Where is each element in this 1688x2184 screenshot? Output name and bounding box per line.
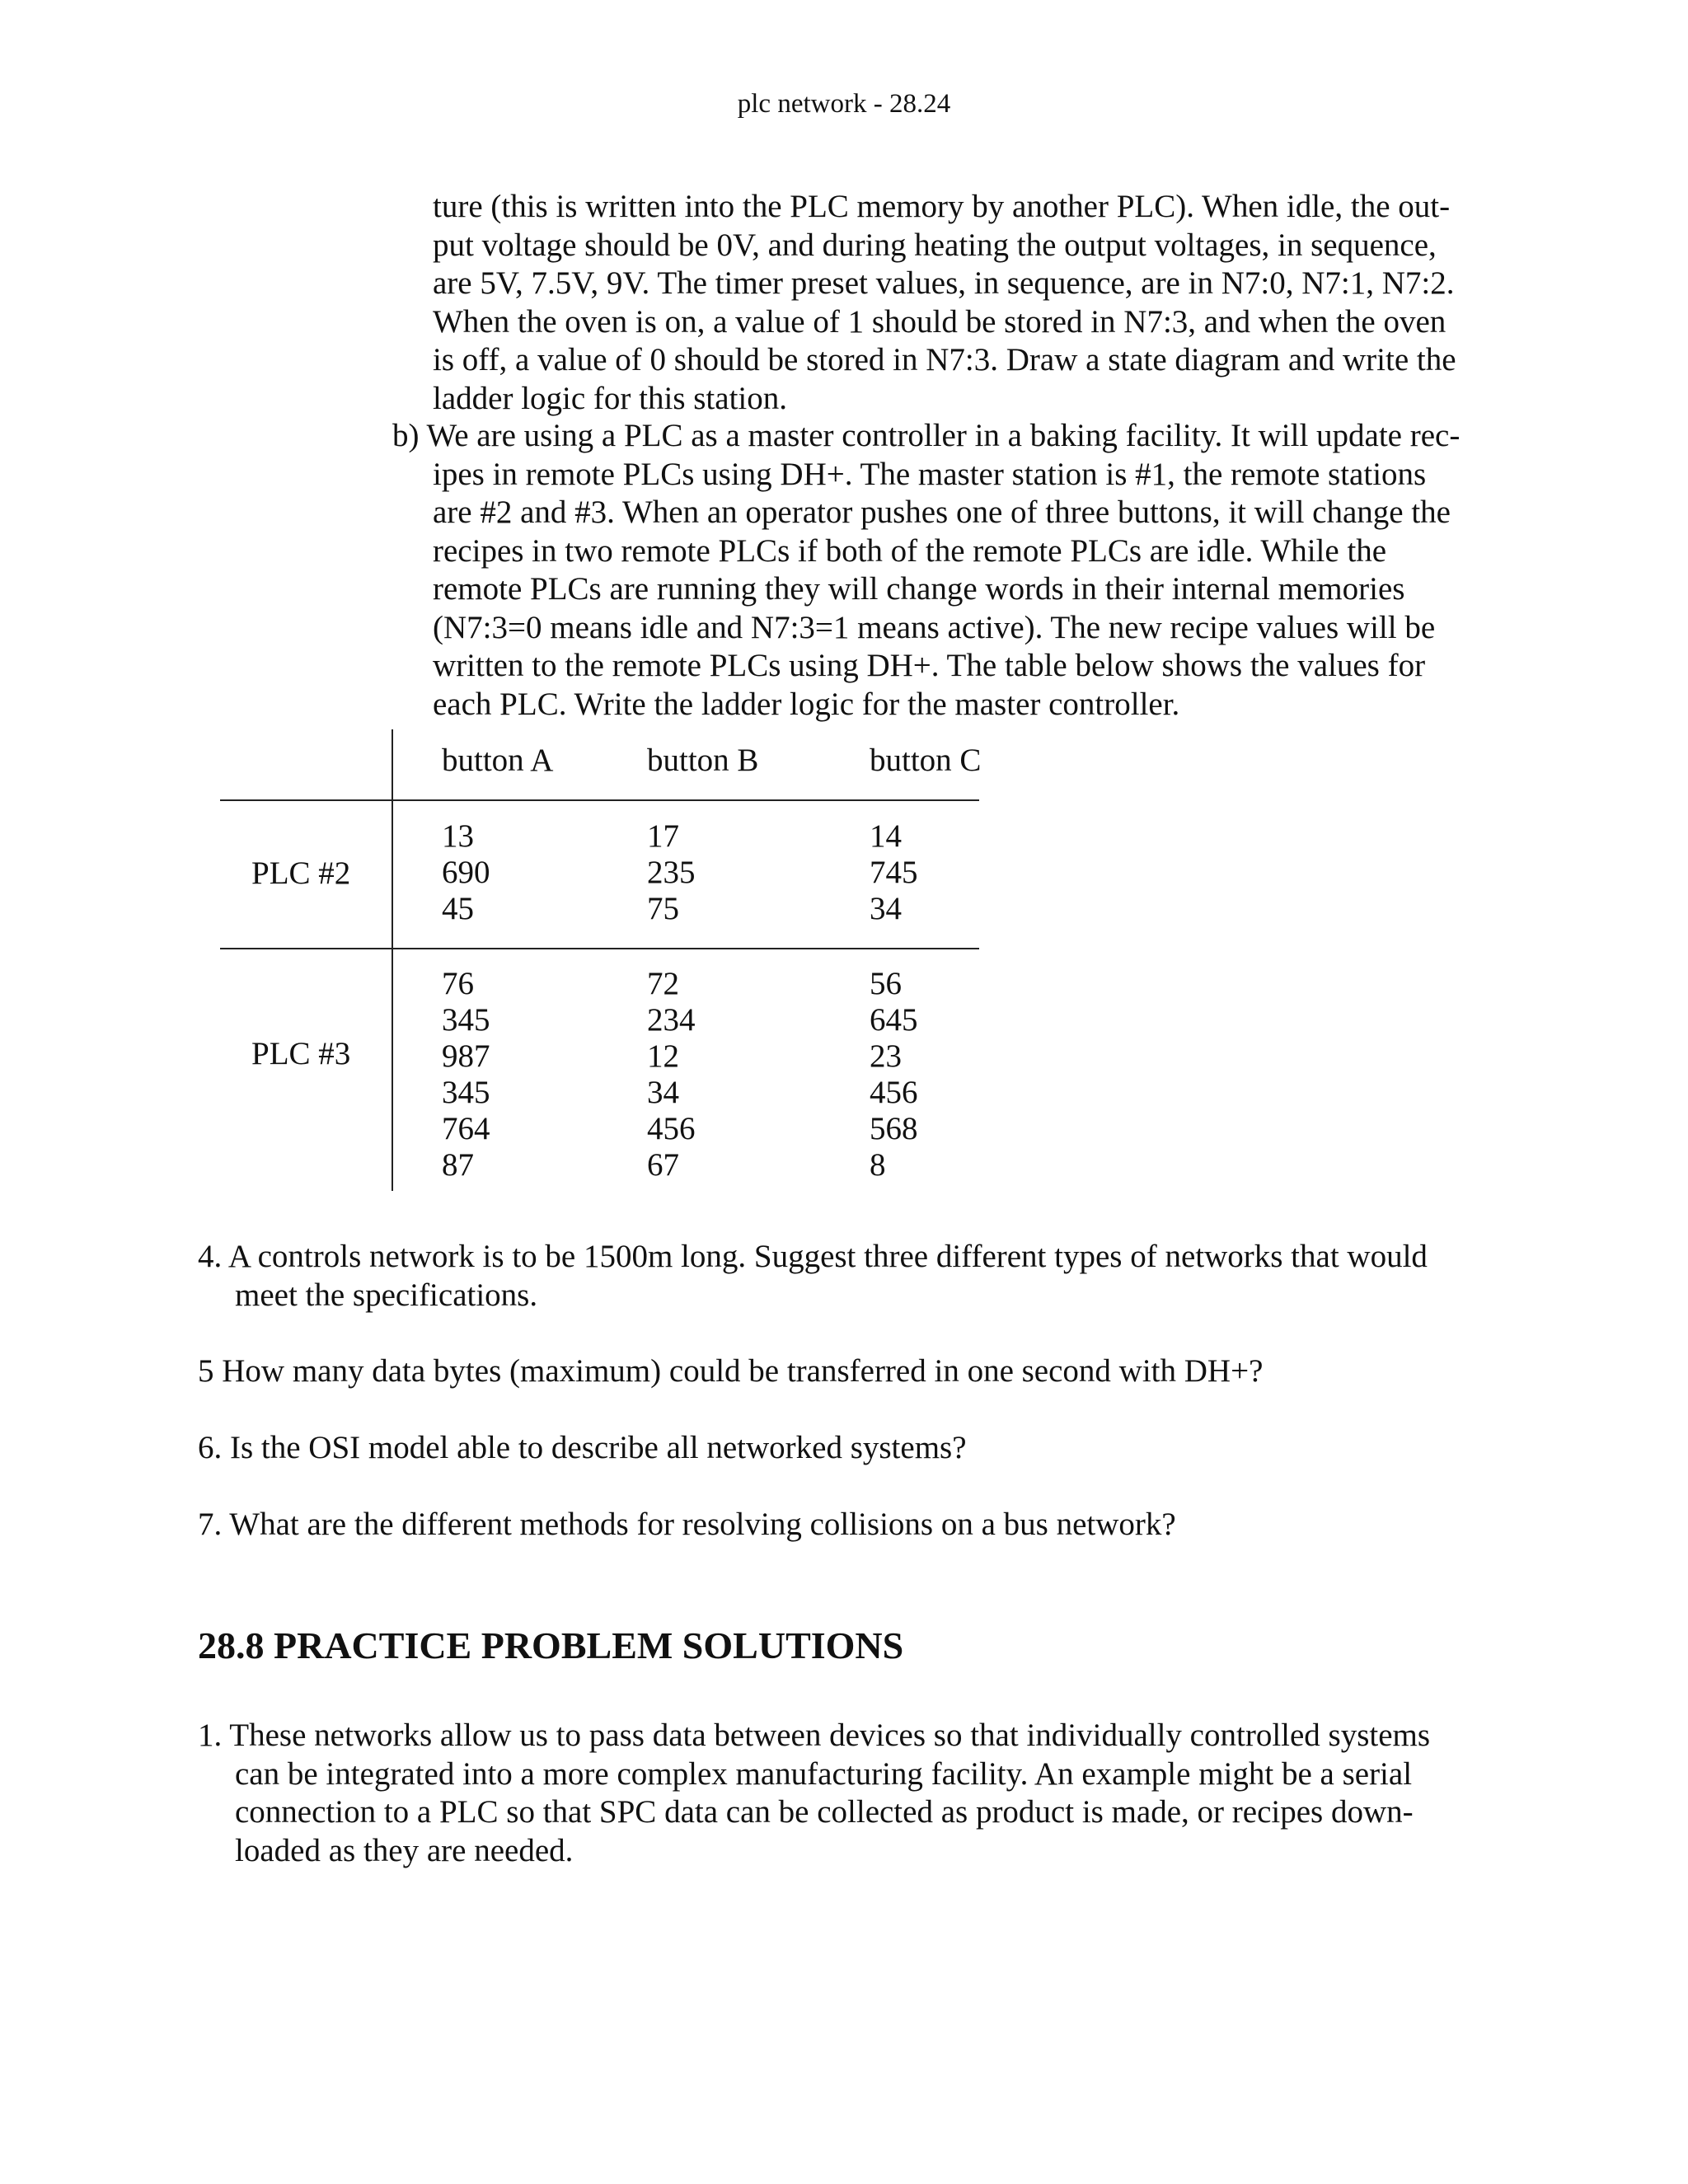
text-line: 4. A controls network is to be 1500m long. Suggest three different types of networks that would [198,1239,1428,1274]
table-cell: 8 [870,1147,886,1183]
table-cell: 645 [870,1002,918,1038]
table-cell: 34 [870,891,902,926]
plc2-button-b-values [647,818,696,927]
table-cell: 235 [647,855,696,890]
text-line: 1. These networks allow us to pass data between devices so that individually controlled systems [198,1718,1431,1753]
column-header-button-b: button B [647,743,759,778]
table-cell: 456 [870,1075,918,1110]
table-cell: 23 [870,1038,902,1074]
table-cell: 568 [870,1111,918,1146]
table-cell: 345 [442,1002,490,1038]
column-header-button-a: button A [442,743,554,778]
question-6 [198,1429,967,1468]
page-header: plc network - 28.24 [737,89,951,119]
table-cell: 690 [442,855,490,890]
table-cell: 17 [647,818,679,854]
text-line: 6. Is the OSI model able to describe all networked systems? [198,1430,967,1465]
text-line: ture (this is written into the PLC memory by another PLC). When idle, the out- [433,189,1451,224]
plc2-button-c-values [870,818,918,927]
text-line: When the oven is on, a value of 1 should be stored in N7:3, and when the oven [433,303,1447,340]
table-cell: 76 [442,966,474,1001]
table-rule-row [220,948,979,949]
row-label-plc2: PLC #2 [251,855,351,891]
text-line: 7. What are the different methods for resolving collisions on a bus network? [198,1507,1176,1542]
table-cell: 56 [870,966,902,1001]
text-line: are 5V, 7.5V, 9V. The timer preset values, in sequence, are in N7:0, N7:1, N7:2. [433,265,1455,301]
table-vertical-rule [392,729,393,1191]
text-line: ipes in remote PLCs using DH+. The master station is #1, the remote stations [433,456,1427,492]
text-line: meet the specifications. [235,1277,538,1313]
column-header-button-c: button C [870,743,982,778]
row-label-plc3: PLC #3 [251,1036,351,1071]
text-line: written to the remote PLCs using DH+. The table below shows the values for [433,648,1426,683]
text-line: can be integrated into a more complex manufacturing facility. An example might be a serial [235,1755,1413,1792]
table-cell: 14 [870,818,902,854]
text-line: 5 How many data bytes (maximum) could be transferred in one second with DH+? [198,1353,1264,1389]
table-cell: 34 [647,1075,679,1110]
table-cell: 67 [647,1147,679,1183]
table-cell: 345 [442,1075,490,1110]
text-line: loaded as they are needed. [235,1832,574,1868]
table-cell: 87 [442,1147,474,1183]
text-line: remote PLCs are running they will change words in their internal memories [433,571,1405,607]
text-line: are #2 and #3. When an operator pushes one of three buttons, it will change the [433,494,1451,530]
plc3-button-b-values [647,966,696,1183]
section-heading: 28.8 PRACTICE PROBLEM SOLUTIONS [198,1624,904,1666]
text-line: (N7:3=0 means idle and N7:3=1 means active). The new recipe values will be [433,609,1436,645]
plc2-button-a-values [442,818,490,927]
text-line: is off, a value of 0 should be stored in N7:3. Draw a state diagram and write the [433,342,1456,377]
text-line: ladder logic for this station. [433,380,787,416]
table-rule-header [220,799,979,801]
table-cell: 764 [442,1111,490,1146]
table-cell: 75 [647,891,679,926]
table-cell: 234 [647,1002,696,1038]
table-cell: 987 [442,1038,490,1074]
text-line: connection to a PLC so that SPC data can be collected as product is made, or recipes down- [235,1794,1414,1830]
text-line: put voltage should be 0V, and during heating the output voltages, in sequence, [433,227,1437,263]
plc3-button-a-values [442,966,490,1183]
table-cell: 456 [647,1111,696,1146]
solution-1 [198,1717,1430,1870]
text-line: b) We are using a PLC as a master controller in a baking facility. It will update rec- [392,418,1461,453]
item-b [392,417,1587,724]
plc3-button-c-values [870,966,918,1183]
text-line: each PLC. Write the ladder logic for the master controller. [433,686,1180,722]
table-cell: 13 [442,818,474,854]
question-7 [198,1506,1176,1544]
item-a-continuation [433,188,1587,418]
table-cell: 72 [647,966,679,1001]
question-4 [198,1238,1428,1315]
question-5 [198,1352,1263,1391]
table-cell: 745 [870,855,918,890]
table-cell: 45 [442,891,474,926]
text-line: recipes in two remote PLCs if both of the remote PLCs are idle. While the [433,532,1387,569]
table-cell: 12 [647,1038,679,1074]
